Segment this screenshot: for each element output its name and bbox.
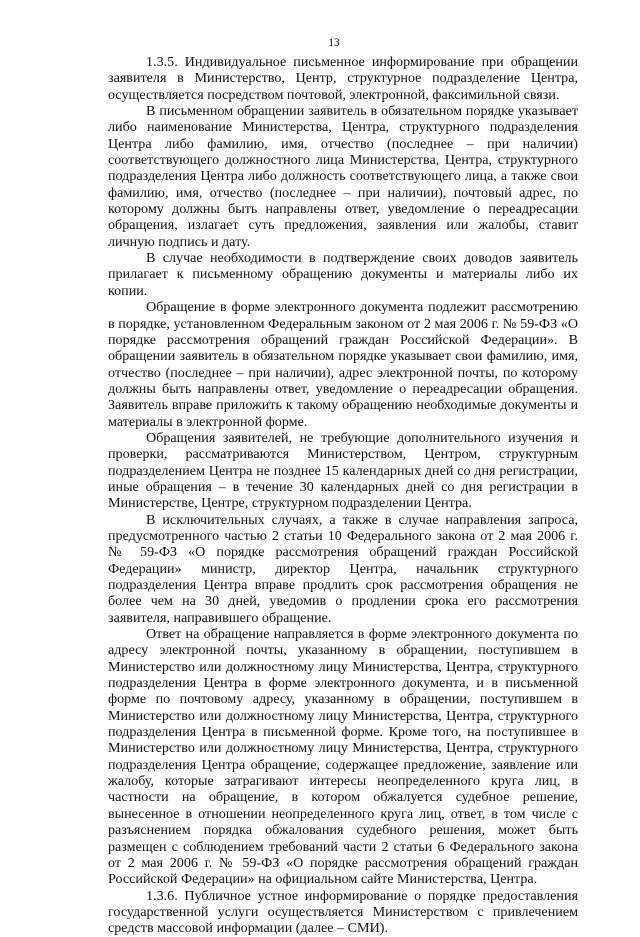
paragraph-review-terms: Обращения заявителей, не требующие дополнительного изучения и проверки, рассматриваются Министерством, Центром, структурным подразделением Центра не позднее 15 календарных дней со дня регистрации, иные обращения – в течение 30 календарных дней со дня регистрации в Министерстве, Центре, структурном подразделении Центра. <box>108 429 578 512</box>
paragraph-electronic-request: Обращение в форме электронного документа подлежит рассмотрению в порядке, установленном Федеральным законом от 2 мая 2006 г. № 59-ФЗ «О порядке рассмотрения обращений граждан Российской Федерации». В обращении заявитель в обязательном порядке указывает свои фамилию, имя, отчество (последнее – при наличии), адрес электронной почты, по которому должны быть направлены ответ, уведомление о переадресации обращения. Заявитель вправе приложить к такому обращению необходимые документы и материалы в электронной форме. <box>108 299 578 430</box>
paragraph-supporting-documents: В случае необходимости в подтверждение своих доводов заявитель прилагает к письменному обращению документы и материалы либо их копии. <box>108 250 578 299</box>
paragraph-1-3-5: 1.3.5. Индивидуальное письменное информирование при обращении заявителя в Министерство, Центр, структурное подразделение Центра, осуществляется посредством почтовой, электронной, факсимильной связи. <box>108 54 578 103</box>
page-number: 13 <box>328 37 340 49</box>
paragraph-extension-of-term: В исключительных случаях, а также в случае направления запроса, предусмотренного частью 2 статьи 10 Федерального закона от 2 мая 2006 г. № 59-ФЗ «О порядке рассмотрения обращений граждан Российской Федерации» министр, директор Центра, начальник структурного подразделения Центра вправе продлить срок рассмотрения обращения не более чем на 30 дней, уведомив о продлении срока его рассмотрения заявителя, направившего обращение. <box>108 511 578 626</box>
paragraph-response-delivery: Ответ на обращение направляется в форме электронного документа по адресу электронной почты, указанному в обращении, поступившем в Министерство или должностному лицу Министерства, Центра, структурного подразделения Центра в форме электронного документа, и в письменной форме по почтовому адресу, указанному в обращении, поступившем в Министерство или должностному лицу Министерства, Центра, структурного подразделения Центра в письменной форме. Кроме того, на поступившее в Министерство или должностному лицу Министерства, Центра, структурного подразделения Центра обращение, содержащее предложение, заявление или жалобу, которые затрагивают интересы неопределенного круга лиц, в частности на обращение, в котором обжалуется судебное решение, вынесенное в отношении неопределенного круга лиц, ответ, в том числе с разъяснением порядка обжалования судебного решения, может быть размещен с соблюдением требований части 2 статьи 6 Федерального закона от 2 мая 2006 г. № 59-ФЗ «О порядке рассмотрения обращений граждан Российской Федерации» на официальном сайте Министерства, Центра. <box>108 626 578 888</box>
paragraph-1-3-6: 1.3.6. Публичное устное информирование о порядке предоставления государственной услуги осуществляется Министерством с привлечением средств массовой информации (далее – СМИ). <box>108 887 578 937</box>
paragraph-written-request-requirements: В письменном обращении заявитель в обязательном порядке указывает либо наименование Министерства, Центра, структурного подразделения Центра либо фамилию, имя, отчество (последнее – при наличии) соответствующего должностного лица Министерства, Центра, структурного подразделения Центра либо должность соответствующего лица, а также свои фамилию, имя, отчество (последнее – при наличии), почтовый адрес, по которому должны быть направлены ответ, уведомление о переадресации обращения, излагает суть предложения, заявления или жалобы, ставит личную подпись и дату. <box>108 103 578 250</box>
